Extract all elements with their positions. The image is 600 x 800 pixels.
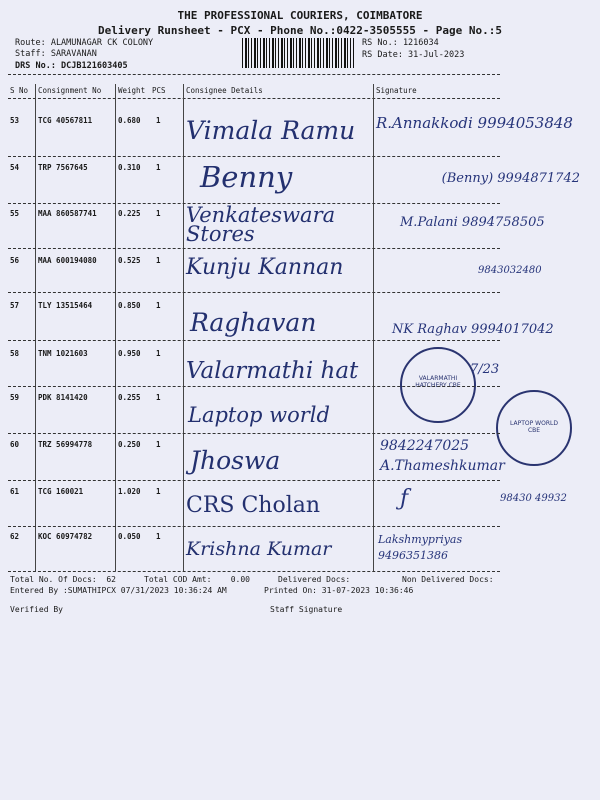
total-docs: Total No. Of Docs: 62 (10, 575, 116, 584)
consignee-name: CRS Cholan (186, 493, 321, 518)
col-header-pcs: PCS (152, 86, 166, 95)
col-header-consignment: Consignment No (38, 86, 102, 95)
signature: R.Annakkodi 9994053848 (376, 114, 573, 132)
row-divider (8, 526, 500, 527)
consignee-name: Valarmathi hat (186, 358, 359, 384)
row-divider (8, 571, 500, 572)
drs-number: DRS No.: DCJB121603405 (15, 61, 128, 71)
column-rule (35, 84, 36, 571)
consignee-name: Laptop world (188, 403, 330, 427)
row-consignment: TRZ 56994778 (38, 440, 93, 449)
row-divider (8, 480, 500, 481)
signature: Lakshmypriyas 9496351386 (378, 533, 463, 562)
row-divider (8, 340, 500, 341)
consignee-name: Raghavan (190, 308, 317, 337)
row-weight: 1.020 (118, 487, 141, 496)
col-header-consignee: Consignee Details (186, 86, 263, 95)
signature: NK Raghav 9994017042 (392, 322, 554, 337)
row-sno: 59 (10, 393, 20, 402)
signature: 9842247025 A.Thameshkumar (380, 438, 505, 474)
row-weight: 0.255 (118, 393, 141, 402)
row-pcs: 1 (156, 256, 161, 265)
route-label: Route: ALAMUNAGAR CK COLONY (15, 38, 154, 48)
row-consignment: TLY 13515464 (38, 301, 93, 310)
row-sno: 62 (10, 532, 20, 541)
row-pcs: 1 (156, 349, 161, 358)
stamp-text: VALARMATHI HATCHERY CBE (415, 375, 461, 389)
entered-by: Entered By :SUMATHIPCX 07/31/2023 10:36:24 AM (10, 586, 227, 595)
signature: M.Palani 9894758505 (400, 215, 545, 230)
consignee-name: Vimala Ramu (186, 116, 356, 145)
consignee-name: Krishna Kumar (186, 538, 332, 560)
printed-on: Printed On: 31-07-2023 10:36:46 (264, 586, 414, 595)
delivered-docs: Delivered Docs: (278, 575, 351, 584)
column-rule (183, 84, 184, 571)
row-weight: 0.850 (118, 301, 141, 310)
non-delivered-docs: Non Delivered Docs: (402, 575, 494, 584)
staff-signature: Staff Signature (270, 605, 343, 614)
row-pcs: 1 (156, 209, 161, 218)
row-sno: 55 (10, 209, 20, 218)
row-sno: 54 (10, 163, 20, 172)
row-consignment: TCG 160021 (38, 487, 84, 496)
stamp-valarmathi (400, 347, 476, 423)
col-header-weight: Weight (118, 86, 146, 95)
divider (8, 74, 500, 75)
row-consignment: TNM 1021603 (38, 349, 88, 358)
row-weight: 0.250 (118, 440, 141, 449)
row-sno: 53 (10, 116, 20, 125)
stamp-text: LAPTOP WORLD CBE (510, 420, 558, 434)
consignee-name: Venkateswara Stores (186, 203, 336, 246)
row-weight: 0.950 (118, 349, 141, 358)
barcode (242, 38, 354, 68)
row-divider (8, 156, 500, 157)
consignee-name: Kunju Kannan (186, 255, 344, 280)
row-pcs: 1 (156, 116, 161, 125)
staff-label: Staff: SARAVANAN (15, 49, 97, 59)
row-consignment: PDK 8141420 (38, 393, 88, 402)
row-pcs: 1 (156, 393, 161, 402)
signature: (Benny) 9994871742 (441, 171, 580, 186)
row-consignment: MAA 600194080 (38, 256, 97, 265)
row-consignment: KOC 60974782 (38, 532, 93, 541)
company-title: THE PROFESSIONAL COURIERS, COIMBATORE (177, 9, 423, 22)
rs-number: RS No.: 1216034 (362, 38, 439, 48)
row-divider (8, 433, 500, 434)
column-rule (115, 84, 116, 571)
divider (8, 98, 500, 99)
signature: 7/23 (470, 362, 500, 377)
consignee-name: Benny (200, 160, 293, 194)
row-weight: 0.050 (118, 532, 141, 541)
signature-scribble: ƒ (400, 486, 409, 511)
col-header-sno: S No (10, 86, 29, 95)
row-divider (8, 248, 500, 249)
row-consignment: TCG 40567811 (38, 116, 93, 125)
row-pcs: 1 (156, 301, 161, 310)
consignee-name: Jhoswa (190, 446, 281, 475)
runsheet-subtitle: Delivery Runsheet - PCX - Phone No.:0422-3505555 - Page No.:5 (98, 24, 502, 37)
row-pcs: 1 (156, 163, 161, 172)
row-sno: 60 (10, 440, 20, 449)
row-pcs: 1 (156, 440, 161, 449)
row-sno: 56 (10, 256, 20, 265)
signature: 98430 49932 (500, 493, 567, 504)
rs-date: RS Date: 31-Jul-2023 (362, 50, 465, 60)
row-pcs: 1 (156, 487, 161, 496)
row-consignment: MAA 860587741 (38, 209, 97, 218)
row-weight: 0.525 (118, 256, 141, 265)
total-cod: Total COD Amt: 0.00 (144, 575, 250, 584)
row-weight: 0.225 (118, 209, 141, 218)
row-weight: 0.680 (118, 116, 141, 125)
row-pcs: 1 (156, 532, 161, 541)
row-consignment: TRP 7567645 (38, 163, 88, 172)
col-header-signature: Signature (376, 86, 417, 95)
row-weight: 0.310 (118, 163, 141, 172)
row-divider (8, 292, 500, 293)
signature: 9843032480 (478, 265, 542, 276)
verified-by: Verified By (10, 605, 63, 614)
row-sno: 61 (10, 487, 20, 496)
row-sno: 58 (10, 349, 20, 358)
row-sno: 57 (10, 301, 20, 310)
column-rule (373, 84, 374, 571)
row-divider (8, 386, 500, 387)
